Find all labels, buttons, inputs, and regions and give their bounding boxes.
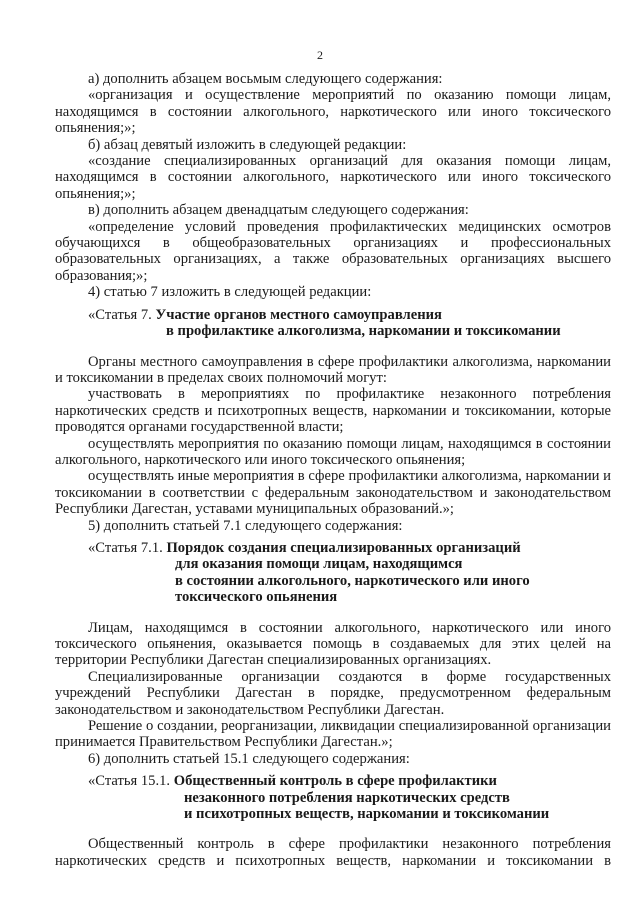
article-title-line: для оказания помощи лицам, находящимся (175, 556, 463, 573)
paragraph: «организация и осуществление мероприятий по оказанию помощи лицам, находящимся в состоянии алкогольного, наркотического или иного токсического опьянения;»; (55, 87, 611, 137)
article-prefix: «Статья 7. (88, 306, 152, 323)
paragraph: б) абзац девятый изложить в следующей редакции: (88, 136, 407, 153)
document-body (55, 71, 611, 869)
paragraph: Специализированные организации создаются в форме государственных учреждений Республики Дагестан в порядке, предусмотренном федеральным законодательством и законодательством Республики Дагестан. (55, 668, 611, 718)
paragraph: Органы местного самоуправления в сфере профилактики алкоголизма, наркомании и токсикомании в пределах своих полномочий могут: (55, 353, 611, 386)
article-title-line: в профилактике алкоголизма, наркомании и токсикомании (166, 323, 561, 340)
article-title-line: незаконного потребления наркотических средств (184, 789, 510, 806)
paragraph: Решение о создании, реорганизации, ликвидации специализированной организации принимается Правительством Республики Дагестан.»; (55, 718, 611, 751)
article-15-1-heading (55, 773, 611, 822)
paragraph: «создание специализированных организаций для оказания помощи лицам, находящимся в состоянии алкогольного, наркотического или иного токсического опьянения;»; (55, 153, 611, 202)
paragraph: Общественный контроль в сфере профилактики незаконного потребления наркотических средств и психотропных веществ, наркомании и токсикомании в (55, 836, 611, 869)
paragraph: 4) статью 7 изложить в следующей редакции: (88, 284, 372, 301)
article-title-line: Порядок создания специализированных организаций (166, 539, 521, 556)
article-title-line: токсического опьянения (175, 589, 338, 606)
article-title-line: и психотропных веществ, наркомании и токсикомании (184, 806, 550, 823)
page-number: 2 (317, 48, 323, 62)
paragraph: участвовать в мероприятиях по профилактике незаконного потребления наркотических средств и психотропных веществ, наркомании и токсикомании, которые проводятся органами государственной власти; (55, 386, 611, 436)
paragraph: в) дополнить абзацем двенадцатым следующего содержания: (88, 202, 469, 219)
paragraph: а) дополнить абзацем восьмым следующего содержания: (88, 71, 443, 87)
paragraph: осуществлять иные мероприятия в сфере профилактики алкоголизма, наркомании и токсикомании в соответствии с федеральным законодательством и законодательством Республики Дагестан, уставами муниципальных образований.»; (55, 468, 611, 518)
article-7-heading (55, 307, 611, 340)
paragraph: осуществлять мероприятия по оказанию помощи лицам, находящимся в состоянии алкогольного, наркотического или иного токсического опьянения; (55, 435, 611, 468)
article-title-line: Общественный контроль в сфере профилактики (173, 773, 497, 790)
paragraph: Лицам, находящимся в состоянии алкогольного, наркотического или иного токсического опьянения, оказывается помощь в создаваемых для этих целей на территории Республики Дагестан специализированных организациях. (55, 619, 611, 669)
article-7-1-heading (55, 540, 611, 606)
paragraph: 6) дополнить статьей 15.1 следующего содержания: (88, 750, 410, 767)
article-prefix: «Статья 15.1. (88, 773, 171, 790)
article-title-line: в состоянии алкогольного, наркотического или иного (175, 572, 530, 589)
paragraph: «определение условий проведения профилактических медицинских осмотров обучающихся в общеобразовательных организациях и профессиональных образовательных организациях, а также образовательных организациях высшего образования;»; (55, 218, 611, 284)
paragraph: 5) дополнить статьей 7.1 следующего содержания: (88, 517, 403, 534)
article-title-line: Участие органов местного самоуправления (155, 306, 442, 323)
article-prefix: «Статья 7.1. (88, 539, 163, 556)
